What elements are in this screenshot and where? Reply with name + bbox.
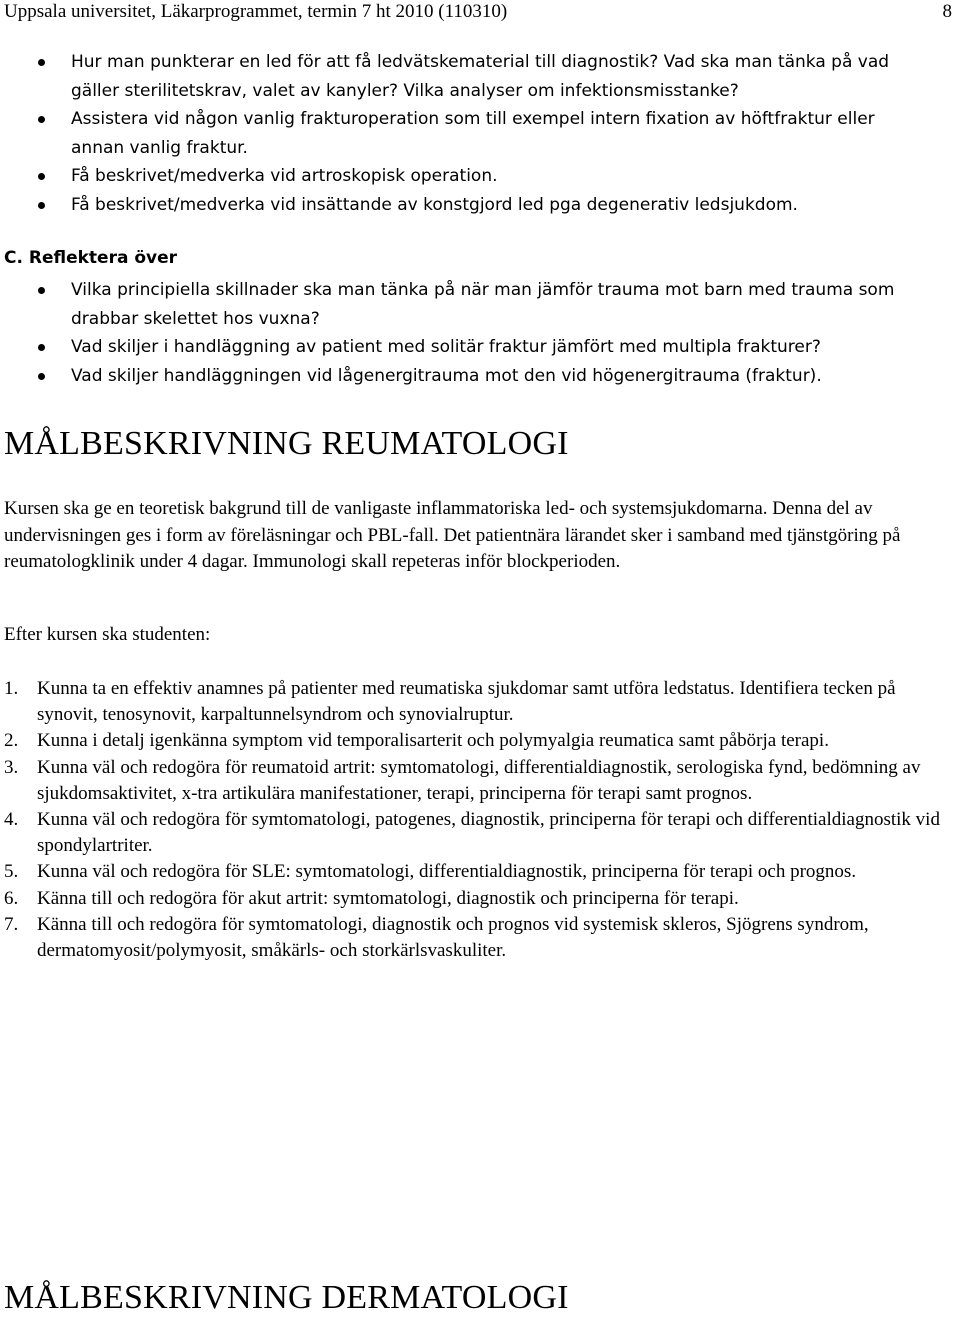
objective-item [0,807,960,859]
objective-text: Kunna väl och redogöra för symtomatologi, patogenes, diagnostik, principerna för terapi och differentialdiagnostik vid spondylartriter. [37,809,940,857]
list-item-text: Vilka principiella skillnader ska man tänka på när man jämför trauma mot barn med trauma som drabbar skelettet hos vuxna? [71,280,895,329]
list-item [0,333,960,362]
bullet-icon [38,202,45,209]
objective-text: Kunna i detalj igenkänna symptom vid temporalisarterit och polymyalgia reumatica samt påbörja terapi. [37,730,829,752]
objective-item [0,912,960,964]
after-course-label: Efter kursen ska studenten: [4,624,211,645]
text-line: Få beskrivet/medverka vid insättande av konstgjord led pga degenerativ ledsjukdom. [71,194,798,215]
text-line: annan vanlig fraktur. [71,137,248,158]
bullet-icon [38,173,45,180]
list-item [0,48,960,105]
objective-number: 3. [4,756,19,778]
page-header [4,0,952,24]
objective-item [0,886,960,912]
text-line: Assistera vid någon vanlig frakturoperation som till exempel intern fixation av höftfraktur eller [71,109,875,130]
objective-number: 2. [4,730,19,752]
list-item-text [71,105,954,162]
objective-number: 7. [4,913,19,935]
objective-text: Kunna ta en effektiv anamnes på patienter med reumatiska sjukdomar samt utföra ledstatus. Identifiera tecken på synovit, tenosynovit, karpaltunnelsyndrom och synovialruptur. [37,678,896,726]
objective-item [0,755,960,807]
text-line: Få beskrivet/medverka vid artroskopisk operation. [71,166,498,187]
practical-skills-list [0,48,960,220]
objective-text: Känna till och redogöra för akut artrit: symtomatologi, diagnostik och principerna för terapi. [37,887,739,909]
bullet-icon [38,116,45,123]
list-item-text [71,48,954,105]
objective-number: 4. [4,809,19,831]
objective-text: Kunna väl och redogöra för SLE: symtomatologi, differentialdiagnostik, principerna för terapi och prognos. [37,861,857,883]
objective-number: 6. [4,887,19,909]
list-item-text [71,191,954,220]
list-item [0,191,960,220]
page-number: 8 [942,1,952,22]
list-item [0,362,960,391]
section-heading: C. Reflektera över [4,248,178,268]
objective-item [0,859,960,885]
text-line: Hur man punkterar en led för att få ledvätskematerial till diagnostik? Vad ska man tänka på vad [71,52,890,72]
objective-item [0,676,960,728]
list-item-text [71,162,954,191]
bullet-icon [38,287,45,294]
reflection-list [0,276,960,390]
bullet-icon [38,344,45,351]
list-item [0,276,960,333]
objectives-list [0,676,960,964]
objective-number: 1. [4,678,19,699]
objective-text: Känna till och redogöra för symtomatologi, diagnostik och prognos vid systemisk skleros, Sjögrens syndrom, dermatomyosit/polymyosit, småkärls- och storkärlsvaskuliter. [37,913,869,962]
objective-item [0,728,960,754]
dermatologi-heading: MÅLBESKRIVNING DERMATOLOGI [4,1279,569,1316]
bullet-icon [38,373,45,380]
list-item [0,162,960,191]
text-line: gäller sterilitetskrav, valet av kanyler? Vilka analyser om infektionsmisstanke? [71,80,739,101]
header-title: Uppsala universitet, Läkarprogrammet, termin 7 ht 2010 (110310) [4,1,508,22]
objective-number: 5. [4,861,19,883]
list-item [0,105,960,162]
list-item-text: Vad skiljer i handläggning av patient med solitär fraktur jämfört med multipla frakturer? [71,337,821,358]
objective-text: Kunna väl och redogöra för reumatoid artrit: symtomatologi, differentialdiagnostik, serologiska fynd, bedömning av sjukdomsaktivitet, x-tra artikulära manifestationer, terapi, principerna för terapi samt prognos. [37,756,921,804]
reumatologi-heading: MÅLBESKRIVNING REUMATOLOGI [4,425,569,462]
bullet-icon [38,59,45,66]
list-item-text: Vad skiljer handläggningen vid lågenergitrauma mot den vid högenergitrauma (fraktur). [71,365,822,386]
intro-paragraph: Kursen ska ge en teoretisk bakgrund till de vanligaste inflammatoriska led- och systemsjukdomarna. Denna del av undervisningen ges i form av föreläsningar och PBL-fall. Det patientnära lärandet sker i samband med tjänstgöring på reumatologklinik under 4 dagar. Immunologi skall repeteras inför blockperioden. [4,498,901,572]
